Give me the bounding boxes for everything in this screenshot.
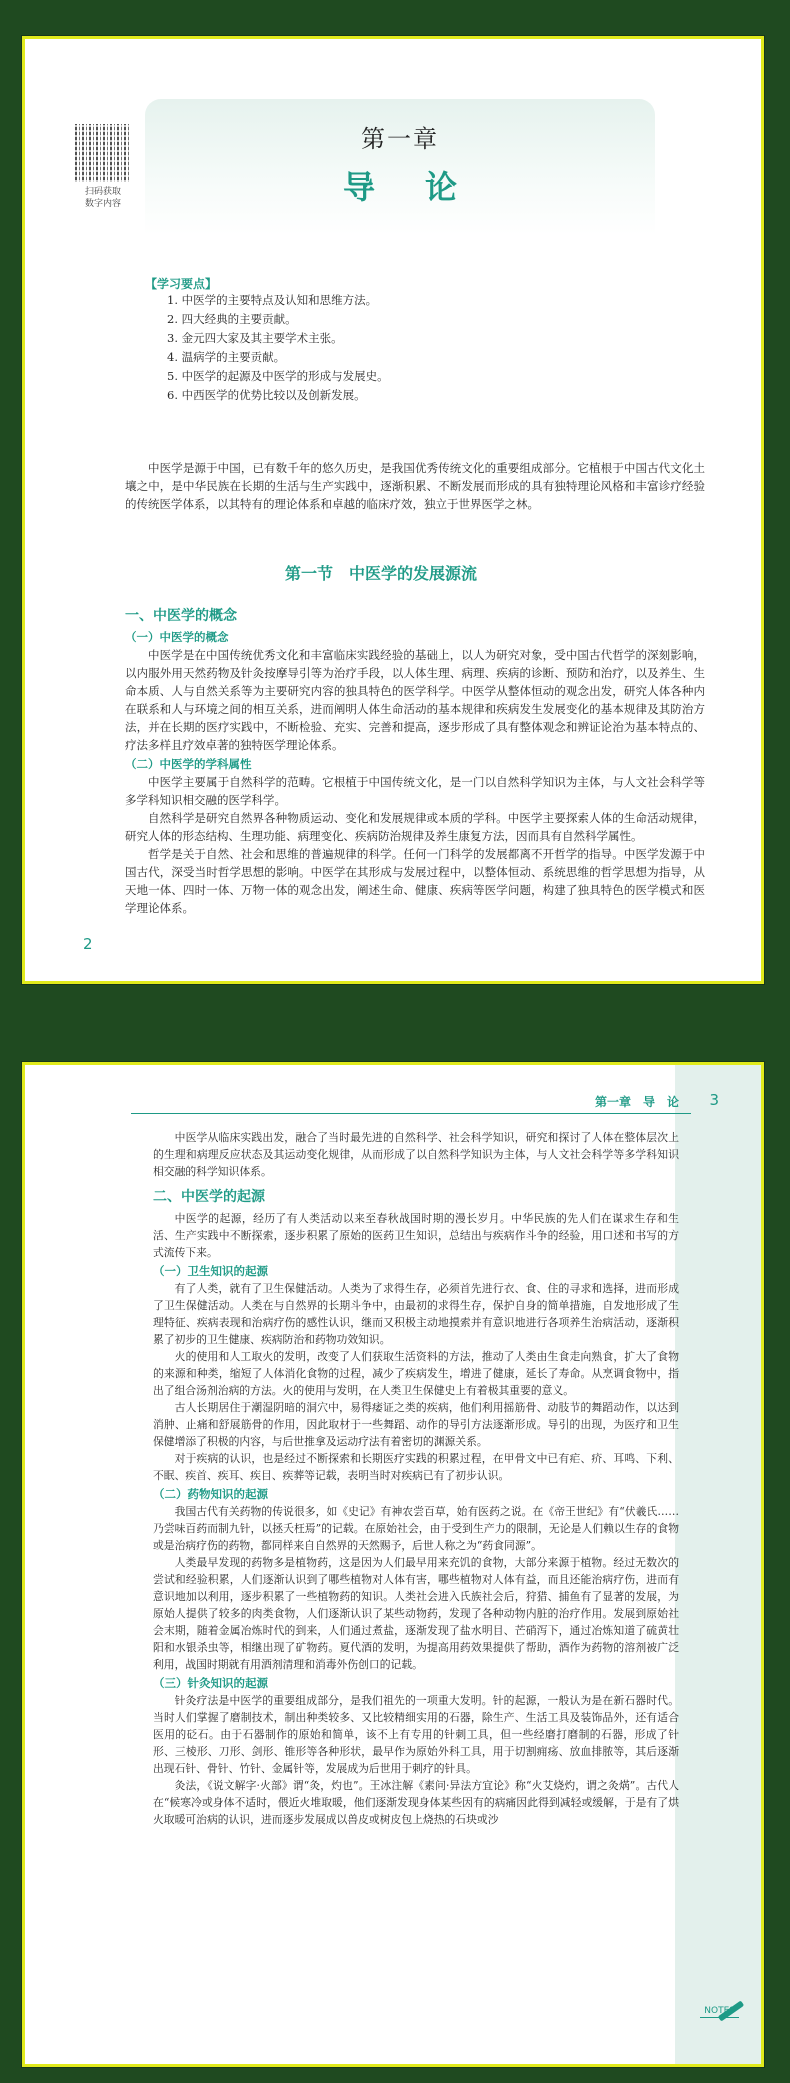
subheading-drug: （二）药物知识的起源 bbox=[153, 1487, 268, 1501]
chapter-header bbox=[145, 99, 655, 235]
paragraph: 有了人类，就有了卫生保健活动。人类为了求得生存，必须首先进行衣、食、住的寻求和选择，进而形成了卫生保健活动。人类在与自然界的长期斗争中，由最初的求得生存，保护自身的简单措施，自发地形成了生理特征、疾病表现和治病疗伤的感性认识，继而又积极主动地摸索并有意识地进行各项养生治病活动，逐渐积累了初步的卫生健康、疾病防治和药物功效知识。 bbox=[153, 1282, 679, 1346]
chapter-title: 导论 bbox=[342, 168, 507, 206]
key-points-list bbox=[167, 291, 687, 405]
section-title: 第一节 中医学的发展源流 bbox=[285, 564, 478, 583]
key-point: 2. 四大经典的主要贡献。 bbox=[167, 312, 297, 326]
intro-paragraph: 中医学是源于中国，已有数千年的悠久历史，是我国优秀传统文化的重要组成部分。它植根于中国古代文化土壤之中，是中华民族在长期的生活与生产实践中，逐渐积累、不断发展而形成的具有独特理论风格和丰富诊疗经验的传统医学体系，以其特有的理论体系和卓越的临床疗效，独立于世界医学之林。 bbox=[125, 461, 705, 511]
paragraph: 对于疾病的认识，也是经过不断探索和长期医疗实践的积累过程，在甲骨文中已有疟、疥、耳鸣、下利、不眠、疾首、疾耳、疾目、疾葬等记载，表明当时对疾病已有了初步认识。 bbox=[153, 1452, 679, 1482]
paragraph: 古人长期居住于潮湿阴暗的洞穴中，易得痿证之类的疾病，他们利用摇筋骨、动肢节的舞蹈动作，以达到消肿、止痛和舒展筋骨的作用，因此取材于一些舞蹈、动作的导引方法逐渐形成。导引的出现，为医疗和卫生保健增添了积极的内容，与后世推拿及运动疗法有着密切的渊源关系。 bbox=[153, 1401, 679, 1448]
key-point: 4. 温病学的主要贡献。 bbox=[167, 350, 286, 364]
concept-block bbox=[125, 599, 705, 917]
paragraph: 人类最早发现的药物多是植物药，这是因为人们最早用来充饥的食物，大部分来源于植物。经过无数次的尝试和经验积累，人们逐渐认识到了哪些植物对人体有害，哪些植物对人体有益，而且还能治病疗伤，进而有意识地加以利用，逐步积累了一些植物药的知识。人类社会进入氏族社会后，狩猎、捕鱼有了显著的发展，为原始人提供了较多的肉类食物，人们逐渐认识了某些动物药，发现了各种动物内脏的治疗作用。发展到原始社会末期，随着金属冶炼时代的到来，人们通过煮盐，逐渐发现了盐水明目、芒硝泻下，通过冶炼知道了硫黄壮阳和水银杀虫等，相继出现了矿物药。夏代酒的发明，为提高用药效果提供了帮助，酒作为药物的溶剂被广泛利用，战国时期就有用酒剂清理和消毒外伤创口的记载。 bbox=[153, 1556, 679, 1671]
page-left bbox=[22, 36, 764, 984]
paragraph: 中医学的起源，经历了有人类活动以来至春秋战国时期的漫长岁月。中华民族的先人们在谋求生存和生活、生产实践中不断探索，逐步积累了原始的医药卫生知识，总结出与疾病作斗争的经验，用口述和书写的方式流传下来。 bbox=[153, 1212, 679, 1259]
subheading-hygiene: （一）卫生知识的起源 bbox=[153, 1264, 268, 1278]
qr-caption-line1: 扫码获取 bbox=[84, 187, 121, 197]
heading-concept: 一、中医学的概念 bbox=[125, 608, 237, 624]
key-points-label: 【学习要点】 bbox=[145, 277, 218, 291]
key-point: 6. 中西医学的优势比较以及创新发展。 bbox=[167, 388, 366, 402]
page-number: 2 bbox=[83, 935, 93, 953]
paragraph: 中医学从临床实践出发，融合了当时最先进的自然科学、社会科学知识，研究和探讨了人体在整体层次上的生理和病理反应状态及其运动变化规律，从而形成了以自然科学知识为主体，与人文社会科学等多学科知识相交融的科学知识体系。 bbox=[153, 1131, 679, 1178]
chapter-number: 第一章 bbox=[361, 125, 439, 153]
paragraph: 中医学主要属于自然科学的范畴。它根植于中国传统文化，是一门以自然科学知识为主体，与人文社会科学等多学科知识相交融的医学科学。 bbox=[125, 775, 705, 807]
notes-label bbox=[700, 2006, 739, 2018]
notes-label-text: NOTES bbox=[700, 2006, 739, 2018]
subheading-concept: （一）中医学的概念 bbox=[125, 630, 229, 644]
key-point: 1. 中医学的主要特点及认知和思维方法。 bbox=[167, 293, 378, 307]
paragraph: 哲学是关于自然、社会和思维的普遍规律的科学。任何一门科学的发展都离不开哲学的指导。中医学发源于中国古代，深受当时哲学思想的影响。中医学在其形成与发展过程中，以整体恒动、系统思维的哲学思想为指导，从天地一体、四时一体、万物一体的观念出发，阐述生命、健康、疾病等医学问题，构建了独具特色的医学模式和医学理论体系。 bbox=[125, 847, 705, 915]
heading-origin: 二、中医学的起源 bbox=[153, 1189, 265, 1205]
running-head bbox=[131, 1091, 691, 1114]
page2-body bbox=[153, 1129, 679, 1828]
page-right bbox=[22, 1062, 764, 2067]
qr-caption-line2: 数字内容 bbox=[84, 199, 121, 209]
key-point: 3. 金元四大家及其主要学术主张。 bbox=[167, 331, 343, 345]
qr-code-icon[interactable] bbox=[75, 124, 131, 182]
intro-block bbox=[125, 459, 705, 513]
paragraph: 我国古代有关药物的传说很多，如《史记》有神农尝百草，始有医药之说。在《帝王世纪》有“伏羲氏……乃尝味百药而制九针，以拯夭枉焉”的记载。在原始社会，由于受到生产力的限制，无论是人们赖以生存的食物或是治病疗伤的药物，都同样来自自然界的天然赐予，后世人称之为“药食同源”。 bbox=[153, 1505, 679, 1552]
paragraph: 中医学是在中国传统优秀文化和丰富临床实践经验的基础上，以人为研究对象，受中国古代哲学的深刻影响，以内服外用天然药物及针灸按摩导引等为治疗手段，以人体生理、病理、疾病的诊断、预防和治疗，以及养生、生命本质、人与自然关系等为主要研究内容的独具特色的医学科学。中医学从整体恒动的观念出发，研究人体各种内在联系和人与环境之间的相互关系，进而阐明人体生命活动的基本规律和疾病发生发展变化的基本规律及其防治方法，并在长期的医疗实践中，不断检验、充实、完善和提高，逐步形成了具有整体观念和辨证论治为基本特点的、疗法多样且疗效卓著的独特医学理论体系。 bbox=[125, 648, 705, 752]
subheading-property: （二）中医学的学科属性 bbox=[125, 757, 252, 771]
paragraph: 灸法，《说文解字·火部》谓“灸，灼也”。王冰注解《素问·异法方宜论》称“火艾烧灼，谓之灸焫”。古代人在“候寒冷或身体不适时，偎近火堆取暖，他们逐渐发现身体某些因有的病痛因此得到减轻或缓解，于是有了烘火取暖可治病的认识，进而逐步发展成以兽皮或树皮包上烧热的石块或沙 bbox=[153, 1779, 679, 1826]
running-head-text: 第一章 导 论 bbox=[594, 1095, 679, 1109]
paragraph: 自然科学是研究自然界各种物质运动、变化和发展规律或本质的学科。中医学主要探索人体的生命活动规律，研究人体的形态结构、生理功能、病理变化、疾病防治规律及养生康复方法，因而具有自然科学属性。 bbox=[125, 811, 705, 843]
key-point: 5. 中医学的起源及中医学的形成与发展史。 bbox=[167, 369, 389, 383]
qr-caption bbox=[71, 186, 135, 210]
notes-margin bbox=[675, 1065, 761, 2064]
paragraph: 针灸疗法是中医学的重要组成部分，是我们祖先的一项重大发明。针的起源，一般认为是在新石器时代。当时人们掌握了磨制技术，制出种类较多、又比较精细实用的石器，除生产、生活工具及装饰品外，还有适合医用的砭石。由于石器制作的原始和简单，该不上有专用的针刺工具，但一些经磨打磨制的石器，形成了针形、三棱形、刀形、剑形、锥形等各种形状，最早作为原始外科工具，用于切割痈疡、放血排脓等，其后逐渐出现石针、骨针、竹针、金属针等，发展成为后世用于刺疗的针具。 bbox=[153, 1694, 679, 1775]
page-number: 3 bbox=[709, 1091, 719, 1109]
subheading-acupuncture: （三）针灸知识的起源 bbox=[153, 1676, 268, 1690]
paragraph: 火的使用和人工取火的发明，改变了人们获取生活资料的方法，推动了人类由生食走向熟食，扩大了食物的来源和种类，缩短了人体消化食物的过程，减少了疾病发生，增进了健康，延长了寿命。从烹调食物中，指出了组合汤剂治病的方法。火的使用与发明，在人类卫生保健史上有着极其重要的意义。 bbox=[153, 1350, 679, 1397]
